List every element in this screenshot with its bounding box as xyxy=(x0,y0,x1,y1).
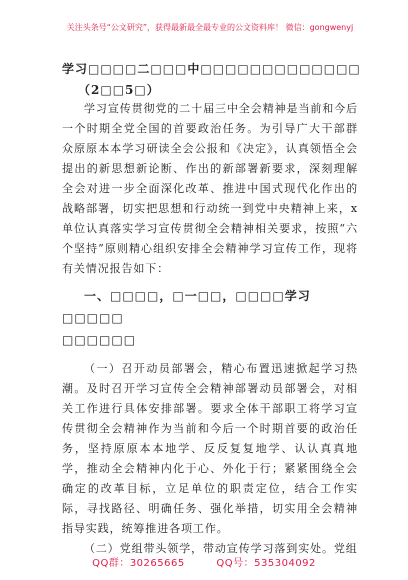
footer-qq: QQ号：535304092 xyxy=(216,558,316,569)
footer-qq-group: QQ群：30265665 xyxy=(92,558,185,569)
header-banner-text: 关注头条号“公文研究”，获得最新最全最专业的公文资料库！ 微信：gongwenyj xyxy=(66,23,354,32)
footer-contact xyxy=(0,554,408,569)
header-banner xyxy=(60,22,360,33)
section-heading-1-continued: □□□□□□ xyxy=(62,333,137,347)
document-title: 学习□□□□二□□□中□□□□□□□□□□□□□ xyxy=(62,62,361,76)
intro-paragraph: 学习宣传贯彻党的二十届三中全会精神是当前和今后一个时期全党全国的首要政治任务。为引导广大干部群众原原本本学习研读全会公报和《决定》，认真领悟全会提出的新思想新论断、作出的新部署新要求，深刻理解全会对进一步全面深化改革、推进中国式现代化作出的战略部署，切实把思想和行动统一到党中央精神上来，x单位认真落实学习宣传贯彻全会精神相关要求，按照“六个坚持”原则精心组织安排全会精神学习宣传工作，现将有关情况报告如下： xyxy=(62,102,358,275)
subsection-1-lead: （一）召开动员部署会，精心布置迅速掀起学习热潮。 xyxy=(62,362,358,395)
document-body xyxy=(62,99,358,559)
section-heading-1: 一、□□□□，□一□□，□□□□学习□□□□□ xyxy=(62,289,311,325)
subsection-1-paragraph xyxy=(62,359,358,539)
subsection-2-lead: （二）党组带头领学，带动宣传学习落到实处。党组 xyxy=(84,542,358,555)
subsection-1-text: 及时召开学习宣传全会精神部署动员部署会，对相关工作进行具体安排部署。要求全体干部职工将学习宣传贯彻全会精神作为当前和今后一个时期首要的政治任务，坚持原原本本地学、反反复复地学、认认真真地学，推动全会精神内化于心、外化于行；紧紧围绕全会确定的改革目标，立足单位的职责定位，结合工作实际，寻找路径、明确任务、强化举措，切实用全会精神指导实践，统筹推进各项工作。 xyxy=(62,382,358,535)
document-title-date: （2□□5□） xyxy=(78,83,160,97)
